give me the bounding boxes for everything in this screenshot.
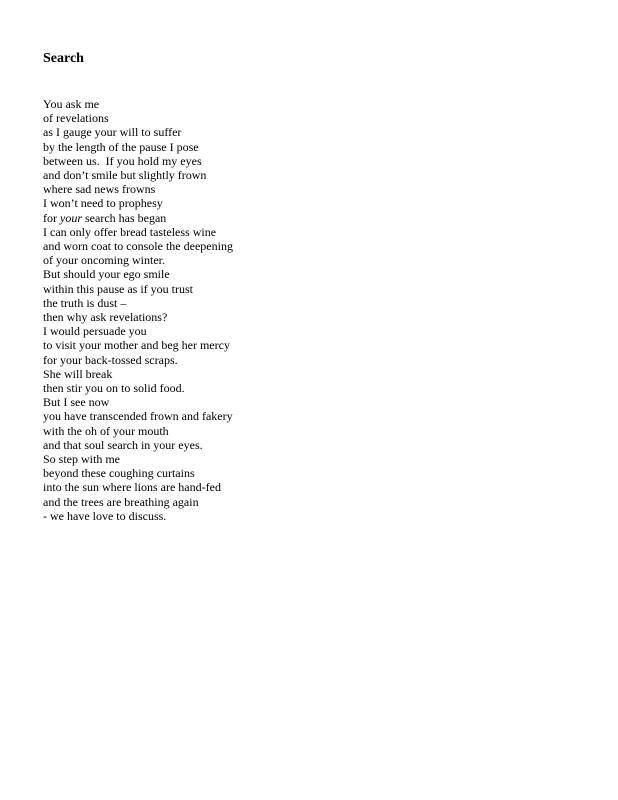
poem-line: and don’t smile but slightly frown [43, 168, 207, 183]
poem-line: She will break [43, 366, 113, 381]
poem-line: of your oncoming winter. [43, 253, 165, 268]
poem-line: and the trees are breathing again [43, 494, 199, 509]
poem-line: of revelations [43, 111, 109, 126]
poem-line: I would persuade you [43, 324, 147, 339]
poem-line-pre: for [43, 210, 60, 225]
poem-line: by the length of the pause I pose [43, 139, 199, 154]
poem-line: into the sun where lions are hand-fed [43, 480, 221, 495]
poem-line: as I gauge your will to suffer [43, 125, 182, 140]
poem-line: between us. If you hold my eyes [43, 153, 202, 168]
poem-line: You ask me [43, 97, 100, 111]
poem-line-emphasis: your [60, 210, 82, 225]
poem-line: then stir you on to solid food. [43, 381, 185, 396]
poem-line: But should your ego smile [43, 267, 170, 282]
poem-line: But I see now [43, 395, 110, 410]
poem-line: I won’t need to prophesy [43, 196, 163, 211]
poem-line-italic [43, 211, 233, 225]
poem-line: for your back-tossed scraps. [43, 352, 178, 367]
poem-line: where sad news frowns [43, 182, 156, 197]
poem-line: - we have love to discuss. [43, 508, 167, 523]
poem-line: within this pause as if you trust [43, 281, 193, 296]
poem-line: to visit your mother and beg her mercy [43, 338, 230, 353]
poem-line-post: search has began [82, 210, 167, 225]
poem-line: beyond these coughing curtains [43, 466, 195, 481]
poem-line: then why ask revelations? [43, 310, 168, 325]
poem-line: the truth is dust – [43, 295, 127, 310]
poem-line: So step with me [43, 452, 120, 467]
poem-line: with the oh of your mouth [43, 423, 169, 438]
poem-body [43, 97, 233, 523]
poem-title: Search [43, 51, 84, 66]
poem-line: and that soul search in your eyes. [43, 437, 203, 452]
poem-line: I can only offer bread tasteless wine [43, 224, 217, 239]
poem-line: you have transcended frown and fakery [43, 409, 233, 424]
poem-line: and worn coat to console the deepening [43, 239, 233, 254]
